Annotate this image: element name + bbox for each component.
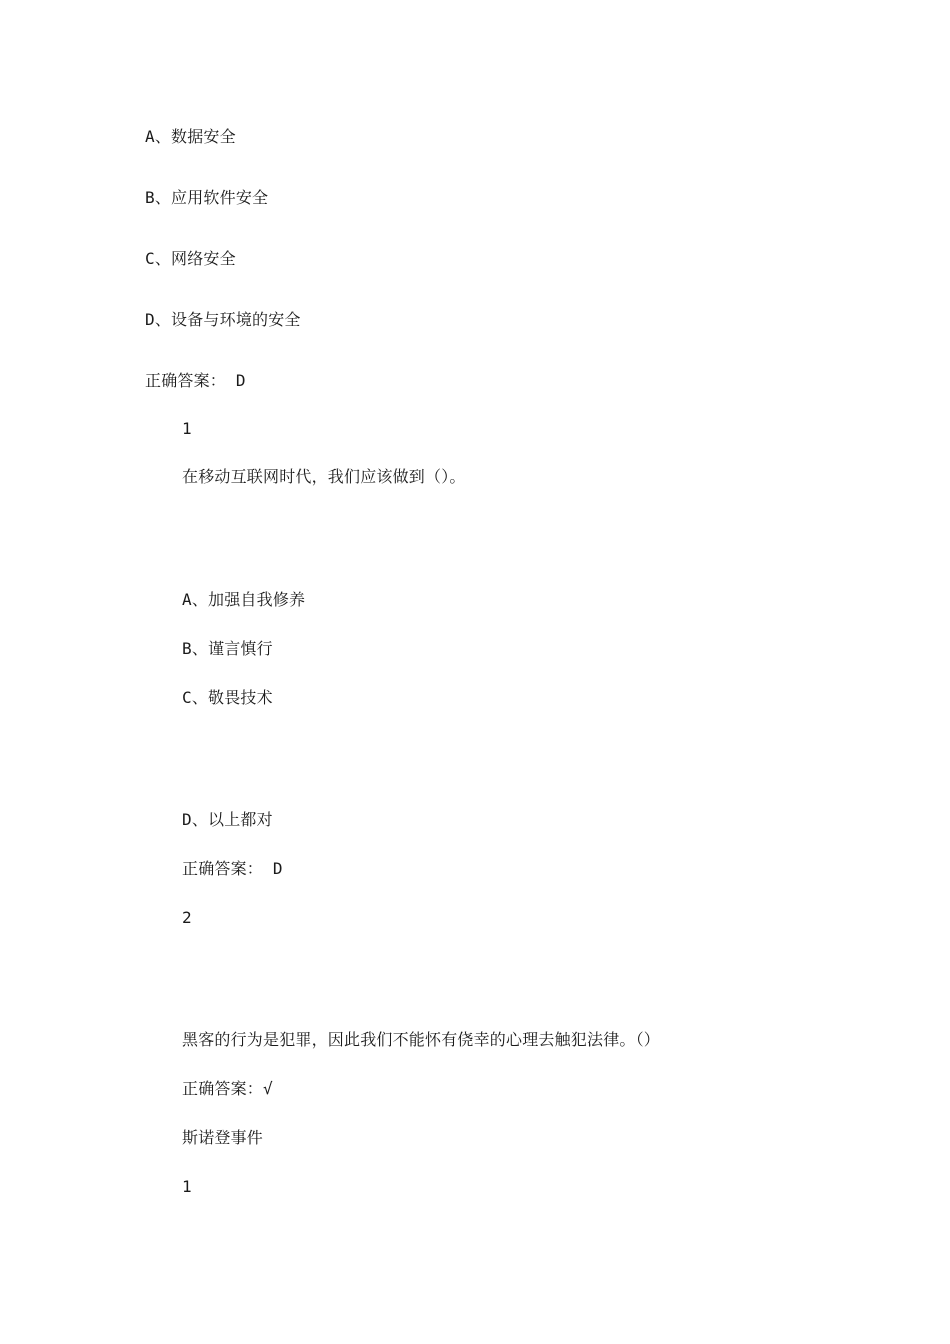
option-a: A、数据安全 <box>145 127 236 146</box>
option-c: C、敬畏技术 <box>182 688 273 707</box>
option-a: A、加强自我修养 <box>182 590 306 609</box>
question-number: 2 <box>182 908 192 927</box>
option-c: C、网络安全 <box>145 249 236 268</box>
correct-answer: 正确答案：√ <box>182 1079 273 1098</box>
section-title: 斯诺登事件 <box>182 1128 264 1147</box>
option-d: D、设备与环境的安全 <box>145 310 301 329</box>
option-b: B、谨言慎行 <box>182 639 273 658</box>
question-text: 在移动互联网时代，我们应该做到（）。 <box>182 467 466 486</box>
question-number: 1 <box>182 1177 192 1196</box>
correct-answer: 正确答案： D <box>145 371 246 390</box>
correct-answer: 正确答案： D <box>182 859 283 878</box>
question-number: 1 <box>182 419 192 438</box>
option-b: B、应用软件安全 <box>145 188 269 207</box>
question-text: 黑客的行为是犯罪，因此我们不能怀有侥幸的心理去触犯法律。（） <box>182 1030 661 1049</box>
option-d: D、以上都对 <box>182 810 273 829</box>
